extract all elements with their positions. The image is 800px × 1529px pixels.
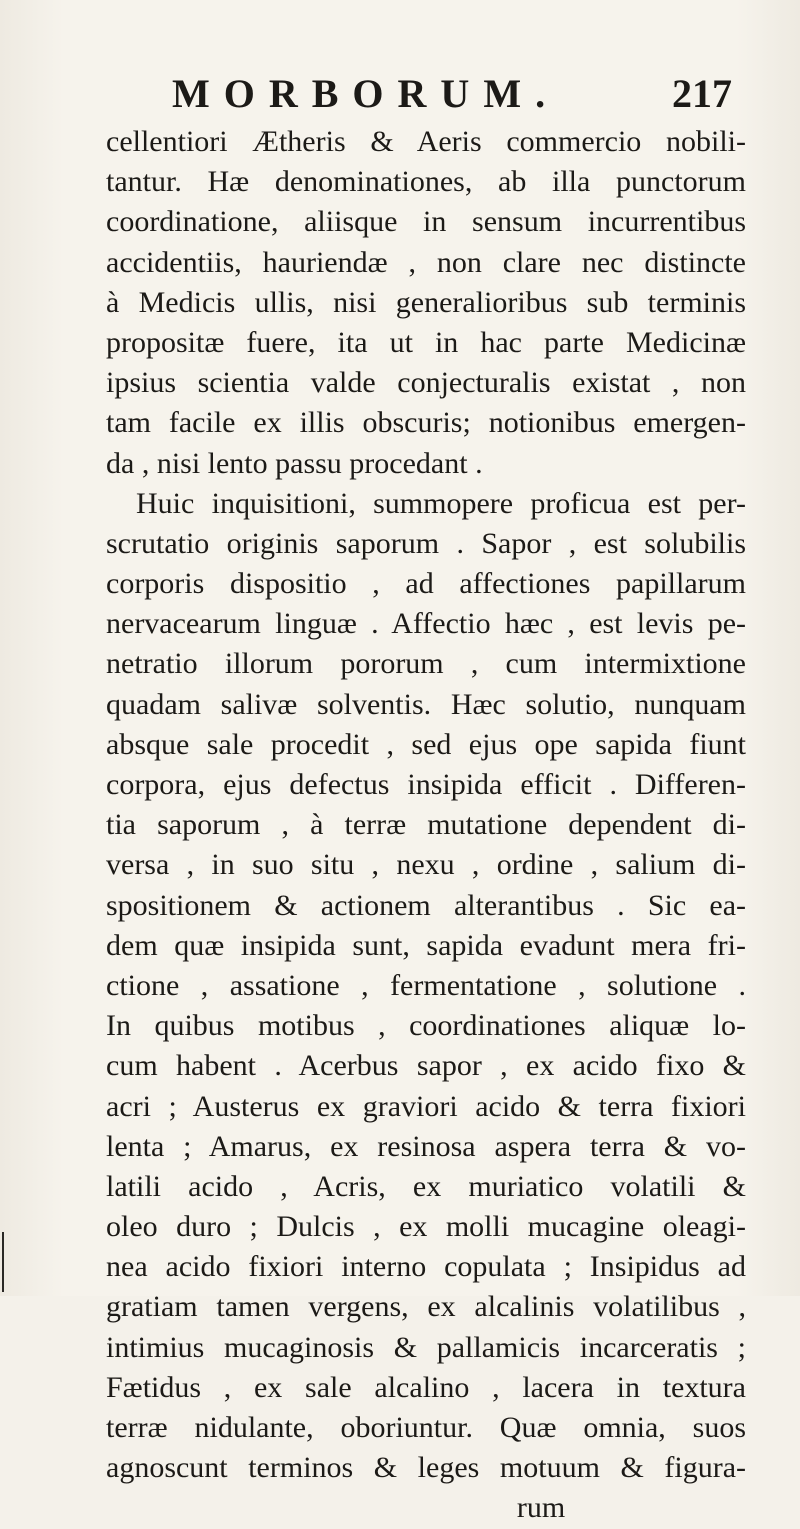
catchword: rum — [516, 1491, 566, 1525]
text-line: da , nisi lento passu procedant . — [106, 446, 483, 480]
text-line: gratiam tamen vergens, ex alcalinis volatilibus , — [106, 1290, 746, 1324]
text-line: nervacearum linguæ . Affectio hæc , est levis pe- — [106, 607, 746, 641]
page-edge-mark — [2, 1232, 4, 1292]
text-line: scrutatio originis saporum . Sapor , est solubilis — [106, 526, 746, 560]
text-line: In quibus motibus , coordinationes aliquæ lo- — [106, 1009, 746, 1043]
text-line: cellentiori Ætheris & Aeris commercio nobili- — [106, 125, 746, 158]
page-number: 217 — [672, 71, 732, 116]
body-text — [106, 122, 746, 1529]
text-line: à Medicis ullis, nisi generalioribus sub terminis — [106, 285, 746, 319]
text-line: ctione , assatione , fermentatione , solutione . — [106, 968, 746, 1002]
text-line: tam facile ex illis obscuris; notionibus emergen- — [106, 406, 746, 440]
text-line: agnoscunt terminos & leges motuum & figura- — [106, 1451, 746, 1485]
text-line: absque sale procedit , sed ejus ope sapida fiunt — [106, 727, 746, 761]
running-title: MORBORUM. — [172, 71, 560, 116]
text-line: corporis dispositio , ad affectiones papillarum — [106, 567, 746, 601]
text-line: spositionem & actionem alterantibus . Sic ea- — [106, 888, 746, 922]
text-line: ipsius scientia valde conjecturalis existat , non — [106, 366, 746, 400]
text-line: dem quæ insipida sunt, sapida evadunt mera fri- — [106, 928, 746, 962]
text-line: accidentiis, hauriendæ , non clare nec distincte — [106, 245, 746, 279]
text-line: coordinatione, aliisque in sensum incurrentibus — [106, 205, 746, 239]
text-line: intimius mucaginosis & pallamicis incarceratis ; — [106, 1330, 746, 1364]
text-line: lenta ; Amarus, ex resinosa aspera terra & vo- — [106, 1129, 746, 1163]
running-head — [172, 70, 732, 118]
text-line: corpora, ejus defectus insipida efficit . Differen- — [106, 768, 746, 801]
text-line: Huic inquisitioni, summopere proficua est per- — [136, 486, 746, 520]
text-line: tantur. Hæ denominationes, ab illa punctorum — [106, 165, 746, 199]
text-line: Fætidus , ex sale alcalino , lacera in textura — [106, 1370, 746, 1404]
text-line: oleo duro ; Dulcis , ex molli mucagine oleagi- — [106, 1210, 746, 1244]
text-line: versa , in suo situ , nexu , ordine , salium di- — [106, 848, 746, 882]
text-line: acri ; Austerus ex graviori acido & terra fixiori — [106, 1089, 746, 1123]
text-line: quadam salivæ solventis. Hæc solutio, nunquam — [106, 687, 746, 721]
text-line: netratio illorum pororum , cum intermixtione — [106, 647, 746, 681]
text-line: nea acido fixiori interno copulata ; Insipidus ad — [106, 1250, 746, 1284]
text-line: latili acido , Acris, ex muriatico volatili & — [106, 1169, 746, 1203]
text-line: propositæ fuere, ita ut in hac parte Medicinæ — [106, 325, 746, 359]
text-line: tia saporum , à terræ mutatione dependent di- — [106, 808, 746, 842]
text-line: terræ nidulante, oboriuntur. Quæ omnia, suos — [106, 1411, 746, 1444]
text-line: cum habent . Acerbus sapor , ex acido fixo & — [106, 1049, 746, 1083]
